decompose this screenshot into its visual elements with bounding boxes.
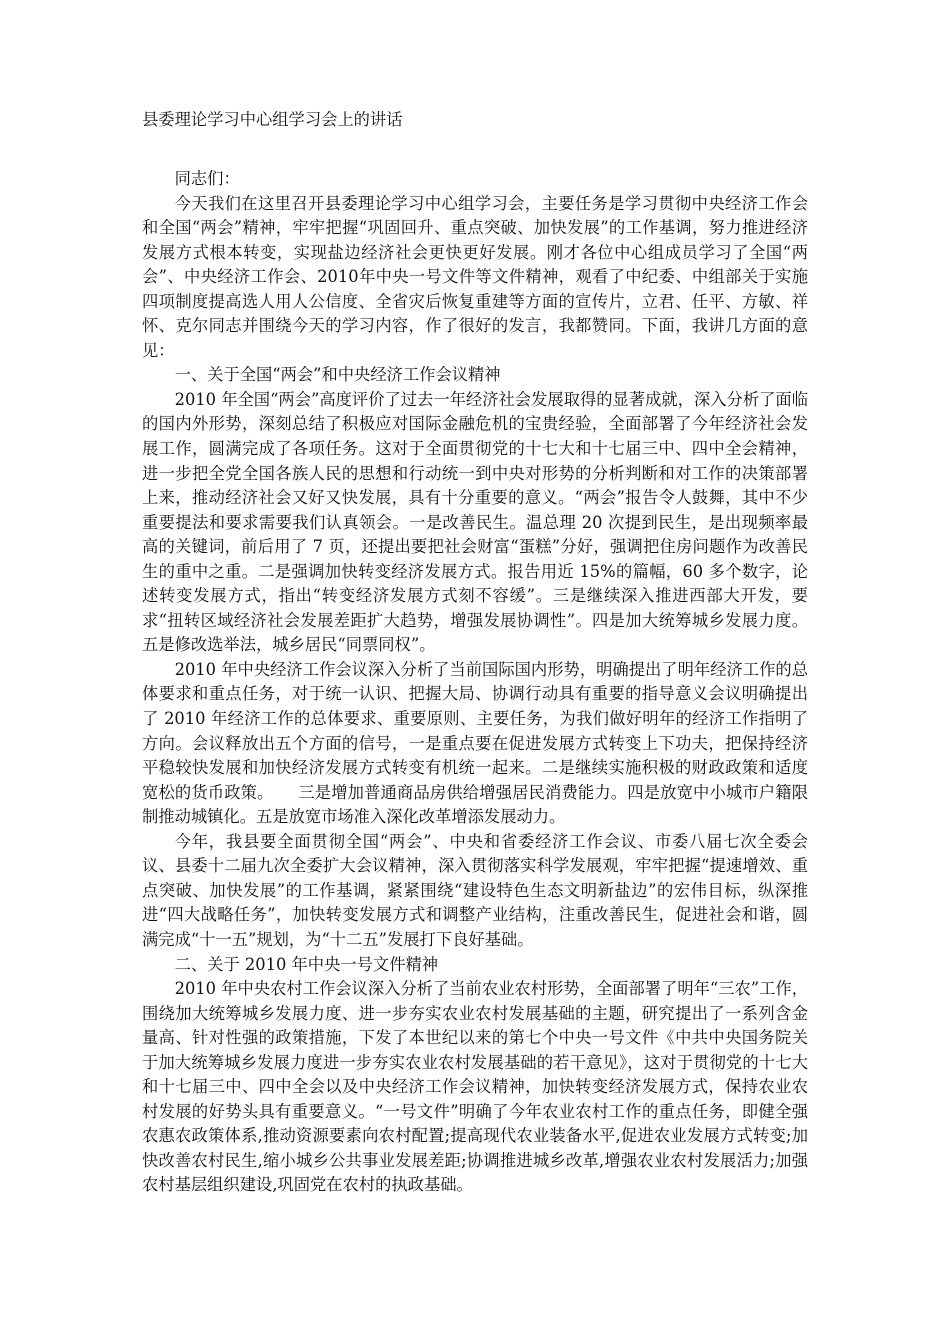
section-heading-2: 二、关于 2010 年中央一号文件精神 [174, 954, 439, 974]
paragraph-document-one: 2010 年中央农村工作会议深入分析了当前农业农村形势，全面部署了明年“三农”工作，围绕加大统筹城乡发展力度、进一步夯实农业农村发展基础的主题，研究提出了一系列含金量高、针对性强的政策措施，下发了本世纪以来的第七个中央一号文件《中共中央国务院关于加大统筹城乡发展力度进一步夯实农业农村发展基础的若干意见》，这对于贯彻党的十七大和十七届三中、四中全会以及中央经济工作会议精神，加快转变经济发展方式，保持农业农村发展的好势头具有重要意义。“一号文件”明确了今年农业农村工作的重点任务，即健全强农惠农政策体系,推动资源要素向农村配置;提高现代农业装备水平,促进农业发展方式转变;加快改善农村民生,缩小城乡公共事业发展差距;协调推进城乡改革,增强农业农村发展活力;加强农村基层组织建设,巩固党在农村的执政基础。 [142, 979, 808, 1195]
section-heading-1: 一、关于全国“两会”和中央经济工作会议精神 [174, 365, 501, 385]
paragraph-two-sessions: 2010 年全国“两会”高度评价了过去一年经济社会发展取得的显著成就，深入分析了面临的国内外形势，深刻总结了积极应对国际金融危机的宝贵经验，全面部署了今年经济社会发展工作，圆满完成了各项任务。这对于全面贯彻党的十七大和十七届三中、四中全会精神，进一步把全党全国各族人民的思想和行动统一到中央对形势的分析判断和对工作的决策部署上来，推动经济社会又好又快发展，具有十分重要的意义。“两会”报告令人鼓舞，其中不少重要提法和要求需要我们认真领会。一是改善民生。温总理 20 次提到民生，是出现频率最高的关键词，前后用了 7 页，还提出要把社会财富“蛋糕”分好，强调把住房问题作为改善民生的重中之重。二是强调加快转变经济发展方式。报告用近 15%的篇幅，60 多个数字，论述转变发展方式，指出“转变经济发展方式刻不容缓”。三是继续深入推进西部大开发，要求“扭转区域经济社会发展差距扩大趋势，增强发展协调性”。四是加大统筹城乡发展力度。五是修改选举法，城乡居民“同票同权”。 [142, 389, 808, 655]
document-title: 县委理论学习中心组学习会上的讲话 [142, 110, 403, 129]
paragraph-economic-conference: 2010 年中央经济工作会议深入分析了当前国际国内形势，明确提出了明年经济工作的总体要求和重点任务，对于统一认识、把握大局、协调行动具有重要的指导意义会议明确提出了 2010 年经济工作的总体要求、重要原则、主要任务，为我们做好明年的经济工作指明了方向。会议释放出五个方面的信号，一是重点要在促进发展方式转变上下功夫，把保持经济平稳较快发展和加快经济发展方式转变有机统一起来。二是继续实施积极的财政政策和适度宽松的货币政策。 三是增加普通商品房供给增强居民消费能力。四是放宽中小城市户籍限制推动城镇化。五是放宽市场准入深化改革增添发展动力。 [142, 659, 808, 827]
paragraph-intro: 今天我们在这里召开县委理论学习中心组学习会，主要任务是学习贯彻中央经济工作会和全国“两会”精神，牢牢把握“巩固回升、重点突破、加快发展”的工作基调，努力推进经济发展方式根本转变，实现盐边经济社会更快更好发展。刚才各位中心组成员学习了全国“两会”、中央经济工作会、2010年中央一号文件等文件精神，观看了中纪委、中组部关于实施四项制度提高选人用人公信度、全省灾后恢复重建等方面的宣传片，立君、任平、方敏、祥怀、克尔同志并围绕今天的学习内容，作了很好的发言，我都赞同。下面，我讲几方面的意见： [142, 193, 808, 360]
document-page [142, 108, 808, 1198]
greeting: 同志们： [174, 169, 240, 188]
paragraph-county-plan: 今年，我县要全面贯彻全国“两会”、中央和省委经济工作会议、市委八届七次全委会议、县委十二届九次全委扩大会议精神，深入贯彻落实科学发展观，牢牢把握“提速增效、重点突破、加快发展”的工作基调，紧紧围绕“建设特色生态文明新盐边”的宏伟目标，纵深推进“四大战略任务”，加快转变发展方式和调整产业结构，注重改善民生，促进社会和谐，圆满完成“十一五”规划，为“十二五”发展打下良好基础。 [142, 831, 808, 949]
